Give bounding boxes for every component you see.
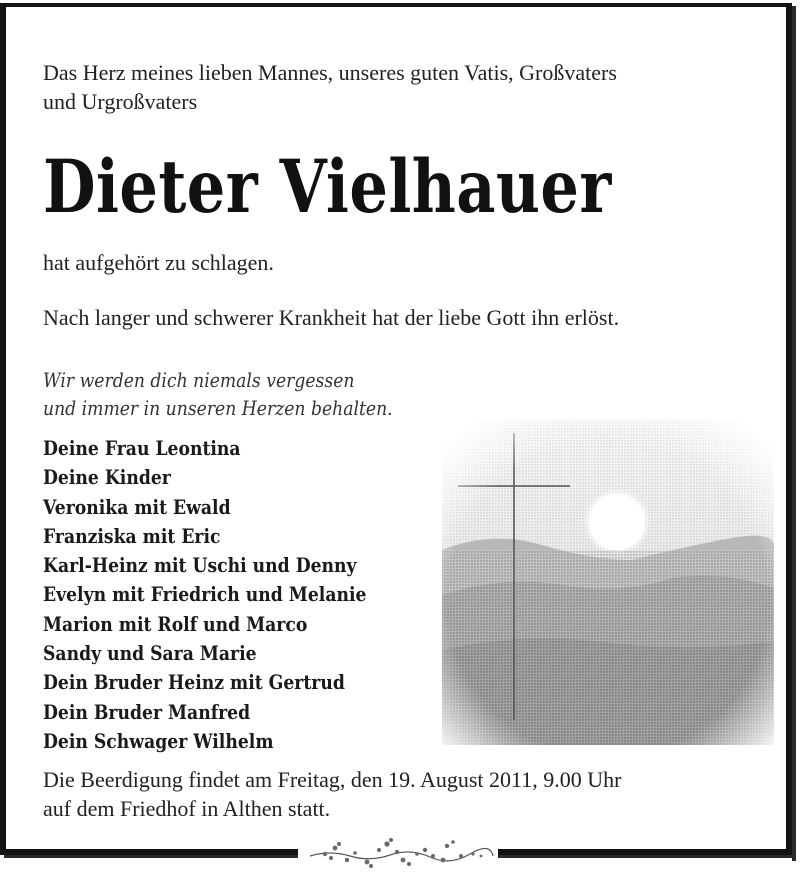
mourner: Veronika mit Ewald — [43, 494, 231, 519]
mourner: Marion mit Rolf und Marco — [43, 611, 308, 636]
mourner: Franziska mit Eric — [43, 523, 221, 548]
funeral-line: Die Beerdigung findet am Freitag, den 19. August 2011, 9.00 Uhr — [43, 767, 622, 792]
funeral-line: auf dem Friedhof in Althen statt. — [43, 796, 331, 821]
mourner: Dein Schwager Wilhelm — [43, 728, 274, 753]
cross-landscape-illustration — [432, 410, 784, 755]
mourner: Sandy und Sara Marie — [43, 641, 257, 666]
mourner: Evelyn mit Friedrich und Melanie — [43, 582, 367, 607]
quote-line: und immer in unseren Herzen behalten. — [43, 396, 393, 420]
mourner: Karl-Heinz mit Uschi und Denny — [43, 553, 357, 578]
mourners-list — [43, 434, 366, 756]
intro-text — [43, 58, 617, 116]
mourner: Dein Bruder Manfred — [43, 699, 251, 724]
mourner: Dein Bruder Heinz mit Gertrud — [43, 670, 345, 695]
quote-line: Wir werden dich niemals vergessen — [43, 368, 355, 392]
mourner: Deine Frau Leontina — [43, 436, 241, 460]
deceased-name: Dieter Vielhauer — [43, 144, 612, 230]
intro-line: und Urgroßvaters — [43, 89, 198, 114]
memorial-quote — [43, 366, 393, 422]
funeral-info — [43, 765, 621, 823]
after-name-line: hat aufgehört zu schlagen. — [43, 250, 274, 275]
mourner: Deine Kinder — [43, 465, 171, 490]
frame-shadow-right — [792, 6, 796, 861]
floral-vine-icon — [305, 836, 495, 870]
intro-line: Das Herz meines lieben Mannes, unseres guten Vatis, Großvaters — [43, 60, 617, 85]
cause-line: Nach langer und schwerer Krankheit hat der liebe Gott ihn erlöst. — [43, 305, 620, 330]
